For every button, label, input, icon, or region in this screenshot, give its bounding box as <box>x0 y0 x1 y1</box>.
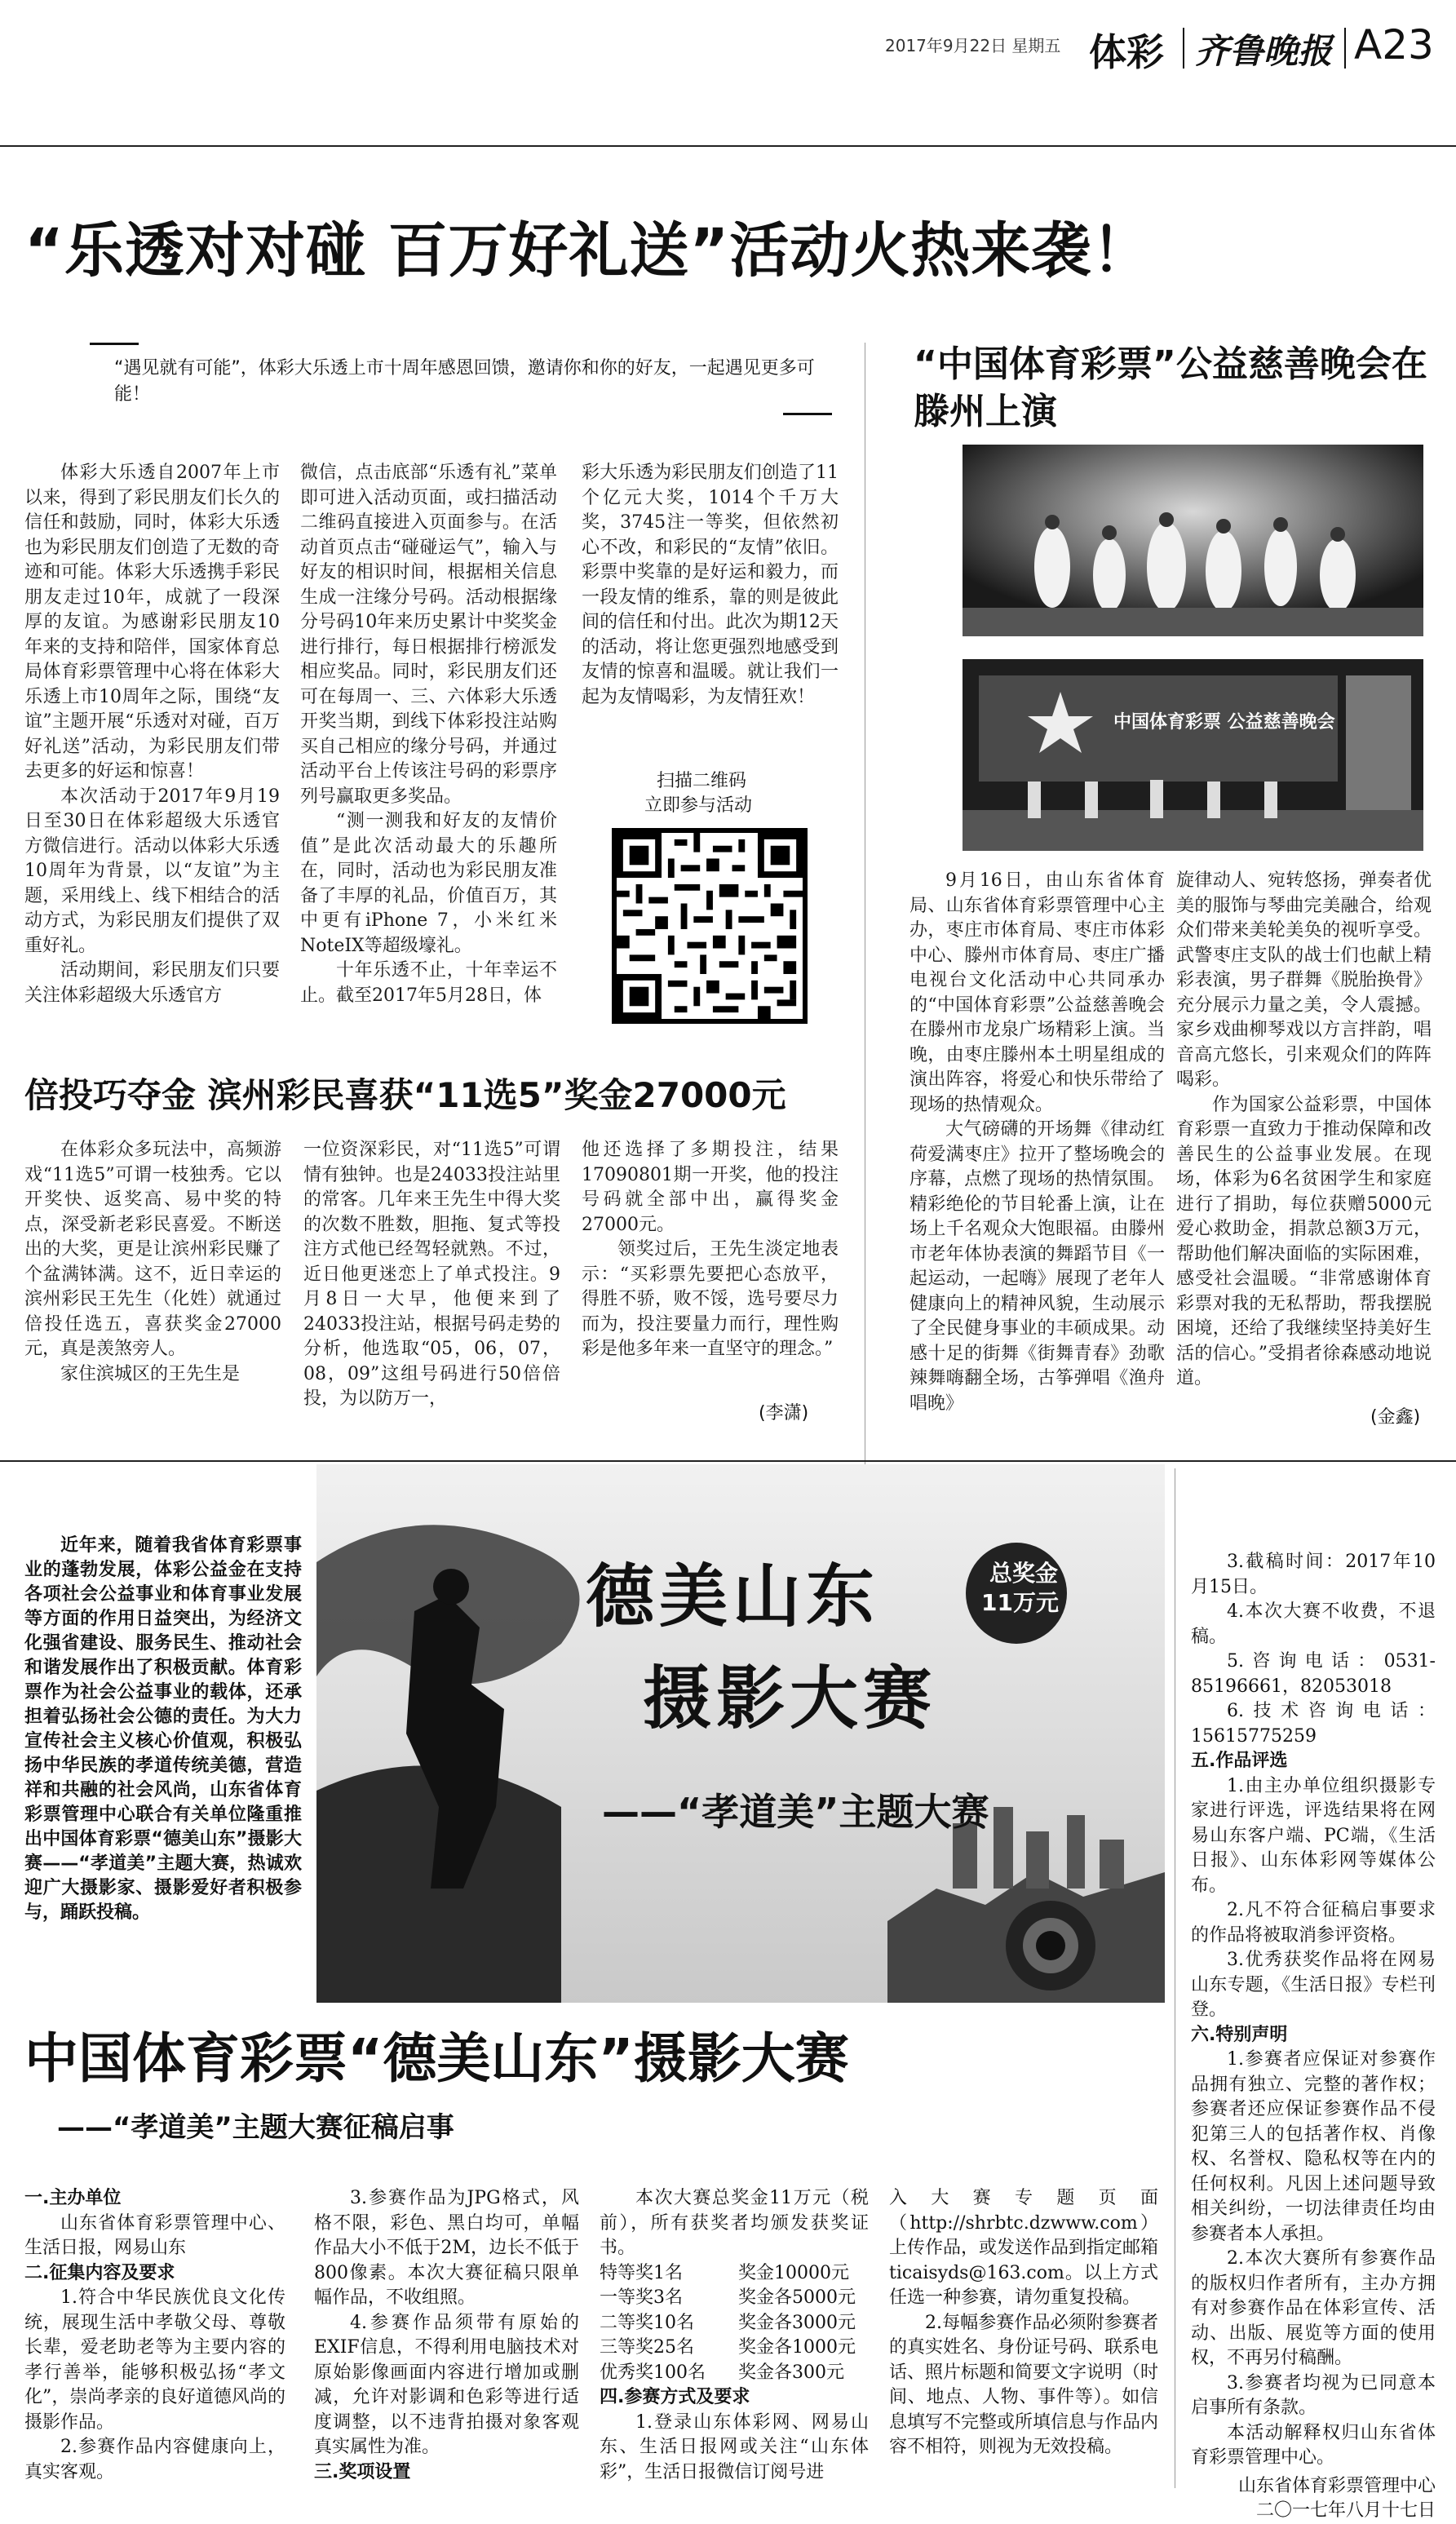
article2-col1-p2: 大气磅礴的开场舞《律动红荷爱满枣庄》拉开了整场晚会的序幕，点燃了现场的热情氛围。精彩绝伦的节目轮番上演，让在场上千名观众大饱眼福。由滕州市老年体协表演的舞蹈节目《一起运动，一起嗨》展现了老年人健康向上的精神风貌，生动展示了全民健身事业的丰硕成果。动感十足的街舞《街舞青春》劲歌辣舞嗨翻全场，古筝弹唱《渔舟唱晚》 <box>909 1119 1165 1414</box>
gala-banner-text: 中国体育彩票 公益慈善晚会 <box>1113 712 1335 733</box>
header-section: 体彩 <box>1089 30 1164 74</box>
qr-caption-2: 立即参与活动 <box>644 795 753 816</box>
prize-amount: 奖金各300元 <box>738 2362 844 2383</box>
section-line: 2.参赛作品内容健康向上，真实客观。 <box>24 2437 285 2482</box>
article1-col1-p3: 活动期间，彩民朋友们只要关注体彩超级大乐透官方 <box>24 960 280 1006</box>
prize-row <box>600 2311 869 2336</box>
article1-subhead-box <box>90 343 832 416</box>
gala-stage-photo-1 <box>963 445 1423 636</box>
article2-headline <box>914 341 1436 436</box>
article1-col1-p1: 体彩大乐透自2007年上市以来，得到了彩民朋友们长久的信任和鼓励，同时，体彩大乐透也为彩民朋友们创造了无数的奇迹和可能。体彩大乐透携手彩民朋友走过10年，成就了一段深厚的友谊。为感谢彩民朋友10年来的支持和陪伴，国家体育总局体育彩票管理中心将在体彩大乐透上市10周年之际，围绕“友谊”主题开展“乐透对对碰，百万好礼送”活动，为彩民朋友们带去更多的好运和惊喜！ <box>24 463 280 782</box>
article1-col2-p2: “测一测我和好友的友情价值”是此次活动最大的乐趣所在，同时，活动也为彩民朋友准备了丰厚的礼品，价值百万，其中更有iPhone 7，小米红米NoteIX等超级壕礼。 <box>300 811 557 956</box>
banner-title-line1: 德美山东 <box>586 1556 880 1636</box>
article1-col2-p3: 十年乐透不止，十年幸运不止。截至2017年5月28日，体 <box>300 960 557 1006</box>
article2-col2 <box>1176 869 1432 1392</box>
prize-name: 优秀奖100名 <box>600 2362 706 2383</box>
rule-line: 2.本次大赛所有参赛作品的版权归作者所有，主办方拥有对参赛作品在体彩宣传、活动、出版、展览等方面的使用权，不再另付稿酬。 <box>1191 2248 1436 2368</box>
prize-badge-line1: 总奖金 <box>989 1560 1059 1587</box>
prize-amount: 奖金各3000元 <box>738 2312 856 2333</box>
article3-headline: 倍投巧夺金 滨州彩民喜获“11选5”奖金27000元 <box>24 1075 786 1115</box>
section-line: 1.符合中华民族优良文化传统，展现生活中孝敬父母、尊敬长辈，爱老助老等为主要内容的孝行善举，能够积极弘扬“孝文化”，崇尚孝亲的良好道德风尚的摄影作品。 <box>24 2287 285 2433</box>
prize-amount: 奖金各5000元 <box>738 2287 856 2308</box>
signature: 山东省体育彩票管理中心 <box>1237 2475 1436 2496</box>
contest-col1 <box>24 2186 285 2485</box>
article1-subhead: “遇见就有可能”，体彩大乐透上市十周年感恩回馈，邀请你和你的好友，一起遇见更多可能！ <box>114 358 815 405</box>
prize-badge-line2: 11万元 <box>981 1589 1059 1616</box>
contest-headline: 中国体育彩票“德美山东”摄影大赛 <box>24 2027 849 2090</box>
rule-line: 2.凡不符合征稿启事要求的作品将被取消参评资格。 <box>1191 1900 1436 1946</box>
section-heading: 一.主办单位 <box>24 2188 122 2208</box>
article1-col2-p1: 微信，点击底部“乐透有礼”菜单即可进入活动页面，或扫描活动二维码直接进入页面参与。在活动首页点击“碰碰运气”，输入与好友的相识时间，根据相关信息生成一注缘分号码。活动根据缘分号码10年来历史累计中奖奖金进行排行，每日根据排行榜派发相应奖品。同时，彩民朋友们还可在每周一、三、六体彩大乐透开奖当期，到线下体彩投注站购买自己相应的缘分号码，并通过活动平台上传该注号码的彩票序列号赢取更多奖品。 <box>300 463 557 807</box>
header-date: 2017年9月22日 星期五 <box>885 36 1061 55</box>
header-paper-logo: 齐鲁晚报 <box>1195 31 1333 71</box>
prize-name: 一等奖3名 <box>600 2287 683 2308</box>
banner-subtitle: ——“孝道美”主题大赛 <box>602 1790 989 1834</box>
rule-line: 5.咨询电话：0531-85196661，82053018 <box>1191 1651 1436 1697</box>
section-line: 山东省体育彩票管理中心、生活日报，网易山东 <box>24 2212 285 2258</box>
article3-col1 <box>24 1138 281 1387</box>
contest-col2 <box>314 2186 579 2485</box>
section-line: 入大赛专题页面（http://shrbtc.dzwww.com）上传作品，或发送作品到指定邮箱ticaisyds@163.com。以上方式任选一种参赛，请勿重复投稿。 <box>889 2188 1159 2308</box>
article1-col3-p1: 彩大乐透为彩民朋友们创造了11个亿元大奖，1014个千万大奖，3745注一等奖，但依然初心不改，和彩民的“友情”依旧。彩票中奖靠的是好运和毅力，而一段友情的维系，靠的则是彼此间的信任和付出。此次为期12天的活动，将让您更强烈地感受到友情的惊喜和温暖。就让我们一起为友情喝彩，为友情狂欢！ <box>582 463 839 707</box>
article1-col1 <box>24 461 280 1008</box>
rule-heading: 五.作品评选 <box>1191 1751 1288 1771</box>
article3-col1-p2: 家住滨城区的王先生是 <box>60 1363 241 1384</box>
section-line: 2.每幅参赛作品必须附参赛者的真实姓名、身份证号码、联系电话、照片标题和简要文字说明（时间、地点、人物、事件等）。如信息填写不完整或所填信息与作品内容不相符，则视为无效投稿。 <box>889 2312 1159 2457</box>
banner-title-line2: 摄影大赛 <box>643 1658 937 1738</box>
article3-col2 <box>303 1138 560 1412</box>
article1-headline: “乐透对对碰 百万好礼送”活动火热来袭！ <box>24 216 1153 286</box>
gala-stage-photo-2 <box>963 659 1423 851</box>
prize-amount: 奖金10000元 <box>738 2262 849 2283</box>
qr-code[interactable] <box>612 828 808 1024</box>
photo-contest-banner <box>316 1464 1165 2003</box>
prize-intro: 本次大赛总奖金11万元（税前），所有获奖者均颁发获奖证书。 <box>600 2188 869 2258</box>
prize-name: 特等奖1名 <box>600 2262 683 2283</box>
rule-line: 4.本次大赛不收费，不退稿。 <box>1191 1601 1436 1647</box>
contest-rules-right-col <box>1191 1550 1436 2524</box>
prize-table <box>600 2261 869 2386</box>
article2-col1 <box>909 869 1165 1416</box>
prize-row <box>600 2286 869 2311</box>
rule-line: 本活动解释权归山东省体育彩票管理中心。 <box>1191 2422 1436 2468</box>
section-line: 1.登录山东体彩网、网易山东、生活日报网或关注“山东体彩”，生活日报微信订阅号进 <box>600 2411 869 2482</box>
article2-col1-p1: 9月16日，由山东省体育局、山东省体育彩票管理中心主办，枣庄市体育局、枣庄市体彩中心、滕州市体育局、枣庄广播电视台文化活动中心共同承办的“中国体育彩票”公益慈善晚会在滕州市龙泉广场精彩上演。当晚，由枣庄滕州本土明星组成的演出阵容，将爱心和快乐带给了现场的热情观众。 <box>909 870 1165 1115</box>
rule-line: 1.参赛者应保证对参赛作品拥有独立、完整的著作权；参赛者还应保证参赛作品不侵犯第三人的包括著作权、肖像权、名誉权、隐私权等在内的任何权利。凡因上述问题导致相关纠纷，一切法律责任均由参赛者本人承担。 <box>1191 2049 1436 2244</box>
contest-col3 <box>600 2186 869 2485</box>
contest-subheadline: ——“孝道美”主题大赛征稿启事 <box>57 2111 454 2144</box>
prize-row <box>600 2361 869 2386</box>
contest-intro-text: 近年来，随着我省体育彩票事业的蓬勃发展，体彩公益金在支持各项社会公益事业和体育事业发展等方面的作用日益突出，为经济文化强省建设、服务民生、推动社会和谐发展作出了积极贡献。体育彩票作为社会公益事业的载体，还承担着弘扬社会公德的责任。为大力宣传社会主义核心价值观，积极弘扬中华民族的孝道传统美德，营造祥和共融的社会风尚，山东省体育彩票管理中心联合有关单位隆重推出中国体育彩票“德美山东”摄影大赛——“孝道美”主题大赛，热诚欢迎广大摄影家、摄影爱好者积极参与，踊跃投稿。 <box>24 1535 302 1923</box>
rule-line: 3.参赛者均视为已同意本启事所有条款。 <box>1191 2372 1436 2418</box>
article3-col3 <box>582 1138 839 1362</box>
article2-credit: (金鑫) <box>1370 1407 1421 1428</box>
article3-credit: (李潇) <box>759 1403 809 1424</box>
rule-line: 1.由主办单位组织摄影专家进行评选，评选结果将在网易山东客户端、PC端，《生活日报》、山东体彩网等媒体公布。 <box>1191 1775 1436 1896</box>
article3-col1-p1: 在体彩众多玩法中，高频游戏“11选5”可谓一枝独秀。它以开奖快、返奖高、易中奖的特点，深受新老彩民喜爱。不断送出的大奖，更是让滨州彩民赚了个盆满钵满。这不，近日幸运的滨州彩民王先生（化姓）就通过倍投任选五，喜获奖金27000元，真是羡煞旁人。 <box>24 1140 281 1359</box>
section-line: 3.参赛作品为JPG格式，风格不限，彩色、黑白均可，单幅作品大小不低于2M，边长不低于800像素。本次大赛征稿只限单幅作品，不收组照。 <box>314 2188 579 2308</box>
prize-row <box>600 2261 869 2287</box>
prize-row <box>600 2336 869 2361</box>
contest-intro <box>24 1534 302 1925</box>
section-heading: 二.征集内容及要求 <box>24 2262 175 2283</box>
prize-name: 三等奖25名 <box>600 2337 694 2358</box>
header-page-number: A23 <box>1354 21 1434 69</box>
article3-col3-p1: 他还选择了多期投注，结果17090801期一开奖，他的投注号码就全部中出，赢得奖金27000元。 <box>582 1140 839 1235</box>
rule-heading: 六.特别声明 <box>1191 2024 1288 2045</box>
article1-col1-p2: 本次活动于2017年9月19日至30日在体彩超级大乐透官方微信进行。活动以体彩大乐透10周年为背景，以“友谊”为主题，采用线上、线下相结合的活动方式，为彩民朋友们提供了双重好礼。 <box>24 786 280 956</box>
article3-col2-p1: 一位资深彩民，对“11选5”可谓情有独钟。也是24033投注站里的常客。几年来王先生中得大奖的次数不胜数，胆拖、复式等投注方式他已经驾轻就熟。不过，近日他更迷恋上了单式投注。9月8日一大早，他便来到了24033投注站，根据号码走势的分析，他选取“05，06，07，08，09”这组号码进行50倍倍投，为以防万一， <box>303 1140 560 1409</box>
section-heading: 四.参赛方式及要求 <box>600 2387 750 2407</box>
article3-col3-p2: 领奖过后，王先生淡定地表示：“买彩票先要把心态放平，得胜不骄，败不馁，选号要尽力而为，投注要量力而行，理性购彩是他多年来一直坚守的理念。” <box>582 1239 839 1359</box>
contest-col4 <box>889 2186 1158 2460</box>
sign-date: 二〇一七年八月十七日 <box>1255 2500 1436 2521</box>
article2-col2-p1: 旋律动人、宛转悠扬，弹奏者优美的服饰与琴曲完美融合，给观众们带来美轮美奂的视听享受。武警枣庄支队的战士们也献上精彩表演，男子群舞《脱胎换骨》充分展示力量之美，令人震撼。家乡戏曲柳琴戏以方言拌韵，唱音高亢悠长，引来观众们的阵阵喝彩。 <box>1176 870 1432 1090</box>
prize-amount: 奖金各1000元 <box>738 2337 856 2358</box>
article2-headline-text: “中国体育彩票”公益慈善晚会在滕州上演 <box>914 343 1427 432</box>
article2-col2-p2: 作为国家公益彩票，中国体育彩票一直致力于推动保障和改善民生的公益事业发展。在现场，体彩为6名贫困学生和家庭进行了捐助，每位获赠5000元爱心救助金，捐款总额3万元，帮助他们解决面临的实际困难，感受社会温暖。“非常感谢体育彩票对我的无私帮助，帮我摆脱困境，还给了我继续坚持美好生活的信心。”受捐者徐森感动地说道。 <box>1176 1094 1432 1388</box>
rule-line: 3.优秀获奖作品将在网易山东专题，《生活日报》专栏刊登。 <box>1191 1950 1436 2020</box>
section-heading: 三.奖项设置 <box>314 2461 411 2482</box>
article1-col2 <box>300 461 557 1008</box>
article1-col3 <box>582 461 839 710</box>
qr-caption-1: 扫描二维码 <box>657 771 747 791</box>
section-line: 4.参赛作品须带有原始的EXIF信息，不得利用电脑技术对原始影像画面内容进行增加或删减，允许对影调和色彩等进行适度调整，以不违背拍摄对象客观真实属性为准。 <box>314 2312 579 2457</box>
rule-line: 3.截稿时间：2017年10月15日。 <box>1191 1552 1436 1597</box>
prize-name: 二等奖10名 <box>600 2312 694 2333</box>
rule-line: 6.技术咨询电话：15615775259 <box>1191 1701 1436 1747</box>
